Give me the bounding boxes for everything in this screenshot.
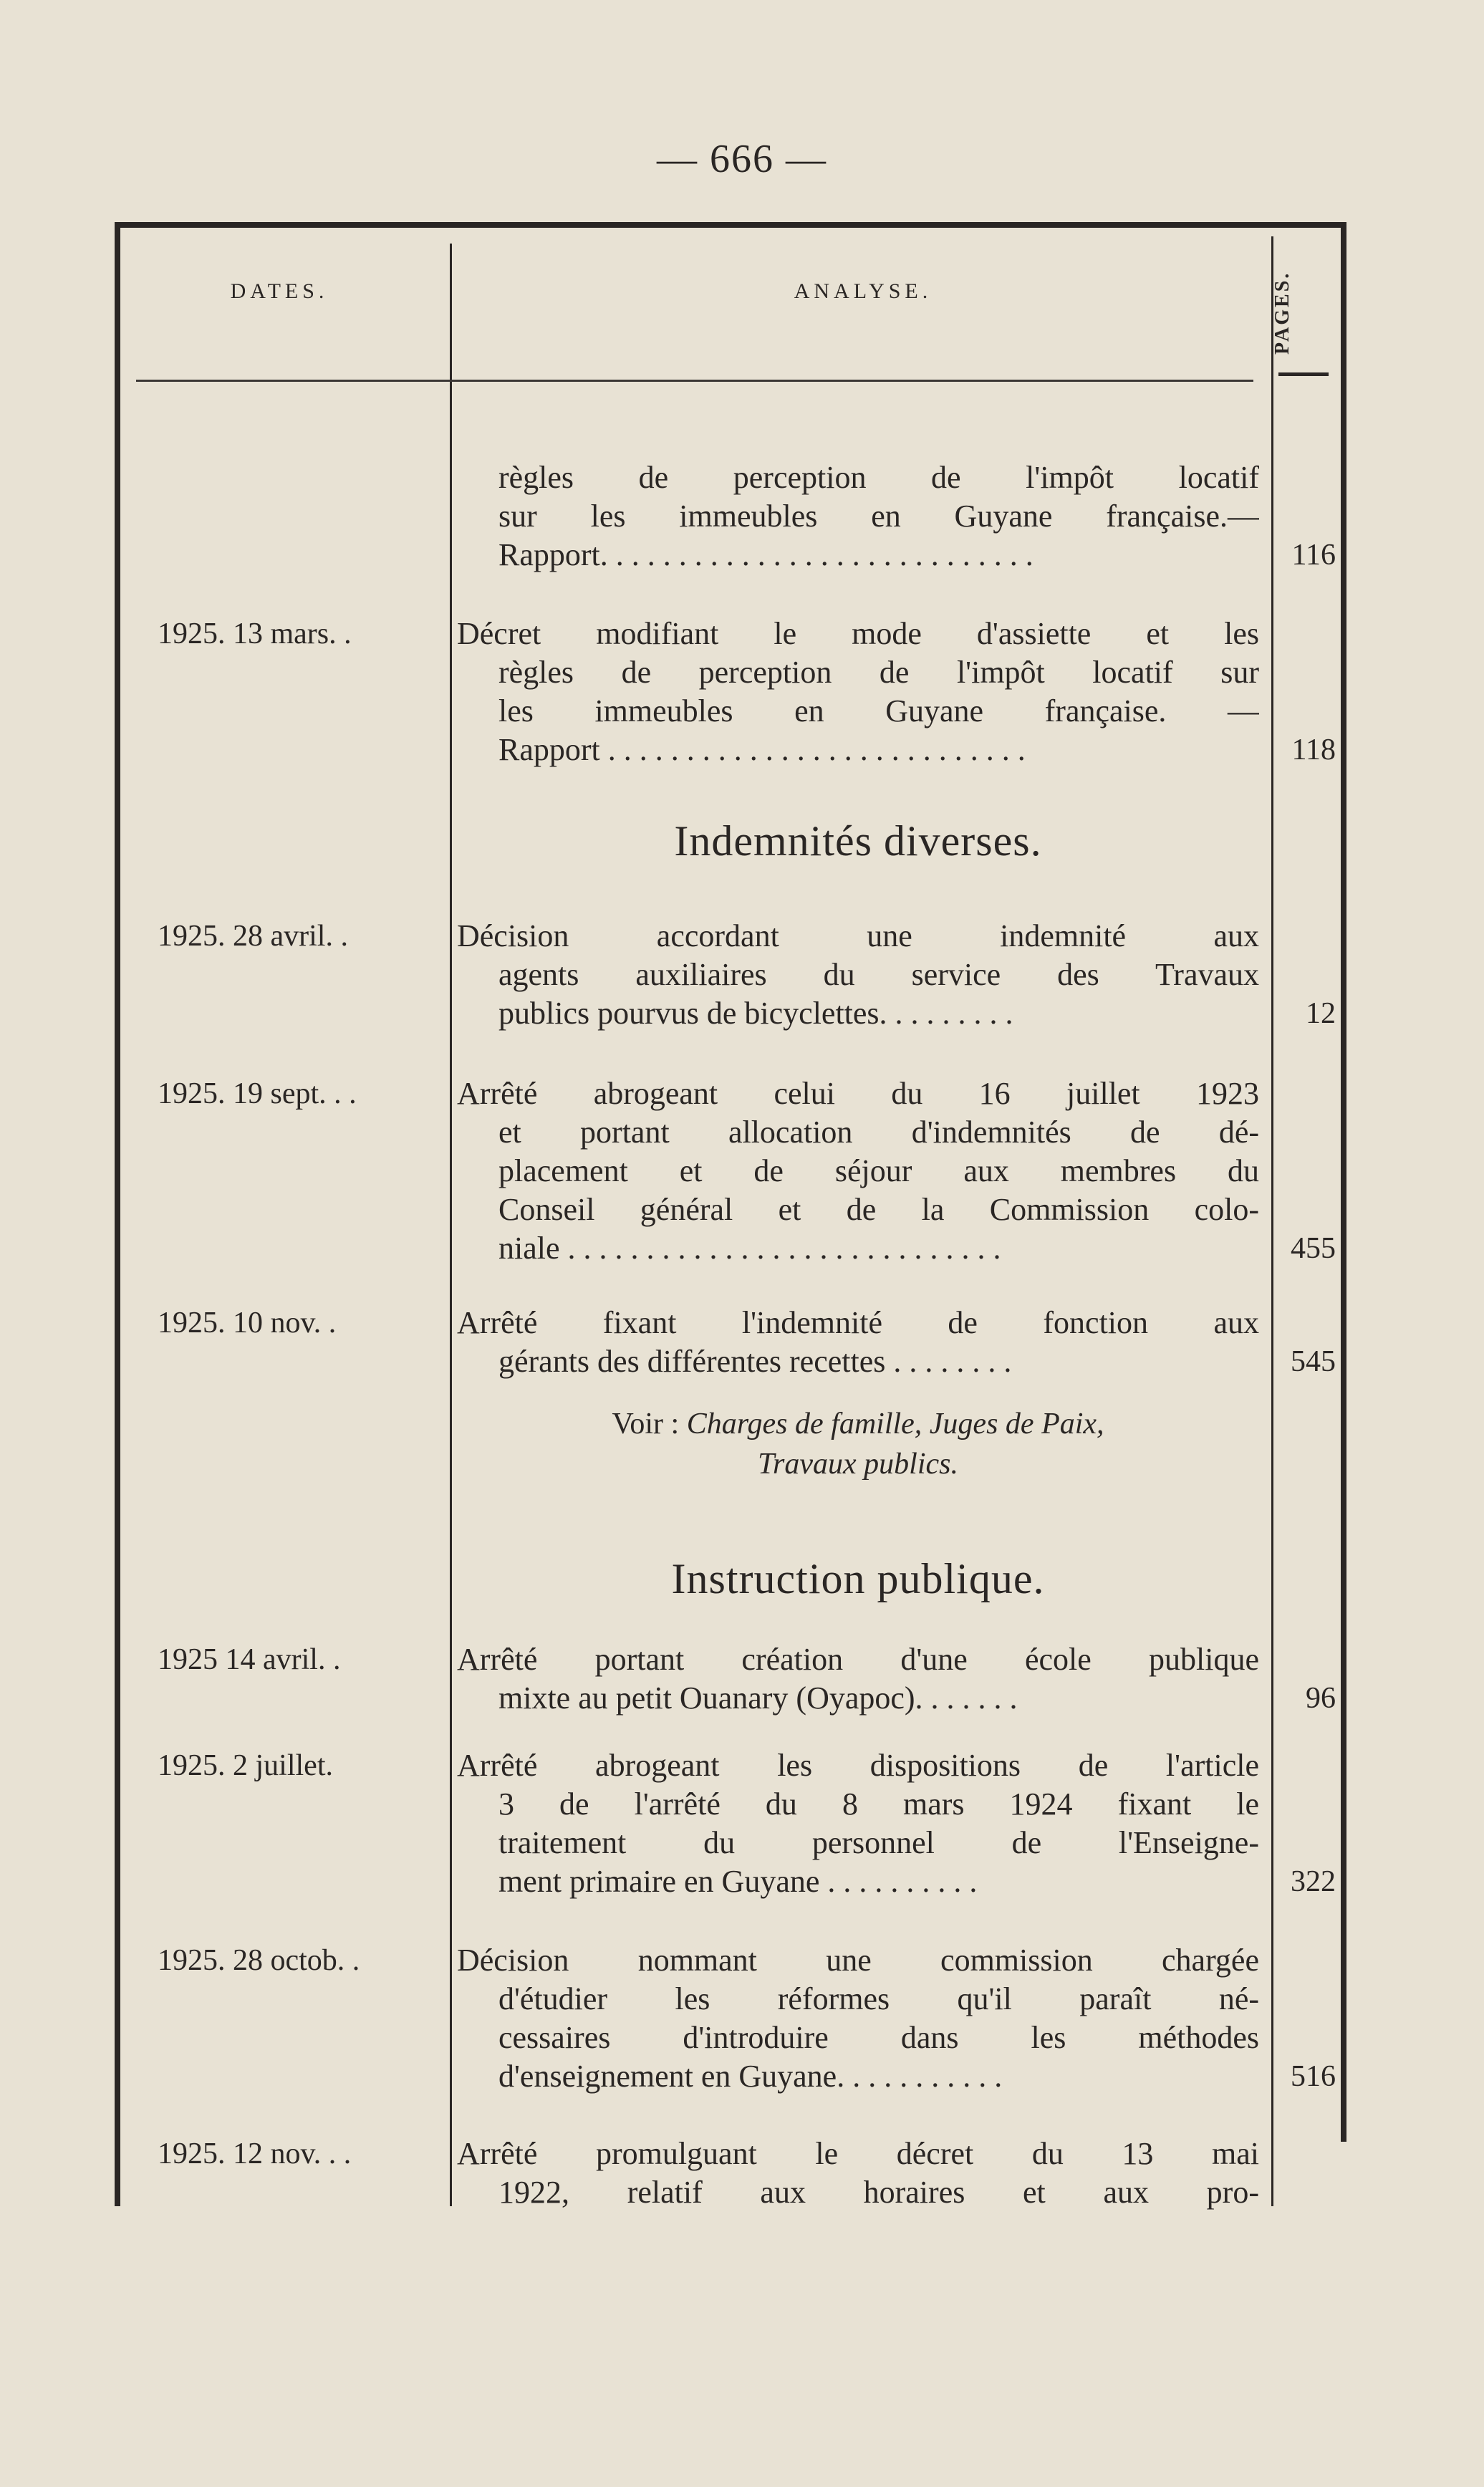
- entry-page: 322: [1291, 1865, 1336, 1898]
- entry-analyse: [457, 1746, 1259, 1901]
- analyse-line: sur les immeubles en Guyane française.—: [498, 499, 1259, 534]
- analyse-line: et portant allocation d'indemnités de dé-: [498, 1115, 1259, 1150]
- header-pages: PAGES.: [1271, 271, 1293, 355]
- analyse-line: règles de perception de l'impôt locatif: [498, 460, 1259, 495]
- entry-page: 118: [1291, 733, 1336, 766]
- analyse-line: agents auxiliaires du service des Travaux: [498, 957, 1259, 992]
- analyse-line: d'étudier les réformes qu'il paraît né-: [498, 1981, 1259, 2016]
- analyse-line: publics pourvus de bicyclettes. . . . . . . . .: [498, 996, 1013, 1031]
- entry-date: 1925. 28 octob. .: [158, 1944, 360, 1977]
- analyse-line: traitement du personnel de l'Enseigne-: [498, 1825, 1259, 1860]
- entry-date: 1925. 19 sept. . .: [158, 1077, 357, 1110]
- dates-column-divider: [450, 244, 452, 2206]
- analyse-line: Décision accordant une indemnité aux: [457, 918, 1259, 953]
- entry-analyse: [457, 1640, 1259, 1718]
- analyse-line: Arrêté abrogeant les dispositions de l'article: [457, 1748, 1259, 1783]
- entry-page: 116: [1291, 539, 1336, 572]
- analyse-line: Arrêté fixant l'indemnité de fonction aux: [457, 1305, 1259, 1340]
- entry-analyse: [457, 458, 1259, 574]
- right-border: [1341, 222, 1346, 2142]
- see-also-prefix: Voir :: [612, 1408, 680, 1440]
- entry-analyse: [457, 1941, 1259, 2096]
- analyse-line: 3 de l'arrêté du 8 mars 1924 fixant le: [498, 1786, 1259, 1822]
- header-analyse: ANALYSE.: [794, 279, 933, 303]
- left-border: [115, 222, 120, 2206]
- analyse-line: règles de perception de l'impôt locatif sur: [498, 655, 1259, 690]
- entry-analyse: [457, 1304, 1259, 1381]
- analyse-line: mixte au petit Ouanary (Oyapoc). . . . . . .: [498, 1680, 1018, 1716]
- entry-date: 1925. 12 nov. . .: [158, 2137, 352, 2170]
- analyse-line: Arrêté abrogeant celui du 16 juillet 1923: [457, 1076, 1259, 1111]
- analyse-line: Décret modifiant le mode d'assiette et les: [457, 616, 1259, 651]
- analyse-line: les immeubles en Guyane française. —: [498, 693, 1259, 728]
- header-dates: DATES.: [230, 279, 329, 303]
- entry-page: 96: [1306, 1682, 1336, 1715]
- analyse-line: Arrêté portant création d'une école publique: [457, 1642, 1259, 1677]
- entry-page: 516: [1291, 2060, 1336, 2093]
- analyse-line: 1922, relatif aux horaires et aux pro-: [498, 2175, 1259, 2210]
- entry-page: 455: [1291, 1232, 1336, 1265]
- see-also-note: [457, 1404, 1259, 1484]
- analyse-line: ment primaire en Guyane . . . . . . . . . .: [498, 1864, 978, 1899]
- entry-analyse: [457, 2135, 1259, 2212]
- analyse-line: placement et de séjour aux membres du: [498, 1153, 1259, 1188]
- section-heading: Instruction publique.: [671, 1555, 1045, 1602]
- entry-analyse: [457, 917, 1259, 1033]
- entry-date: 1925. 13 mars. .: [158, 617, 352, 650]
- see-also-line2: Travaux publics.: [758, 1448, 958, 1481]
- page-number: — 666 —: [657, 137, 827, 181]
- analyse-line: Arrêté promulguant le décret du 13 mai: [457, 2136, 1259, 2171]
- entry-analyse: [457, 1074, 1259, 1268]
- entry-analyse: [457, 615, 1259, 769]
- analyse-line: cessaires d'introduire dans les méthodes: [498, 2020, 1259, 2055]
- header-rule: [136, 380, 1253, 382]
- pages-column-divider: [1271, 236, 1273, 2206]
- entry-date: 1925 14 avril. .: [158, 1643, 341, 1676]
- top-rule: [115, 222, 1346, 228]
- analyse-line: Rapport . . . . . . . . . . . . . . . . . . . . . . . . . . .: [498, 732, 1026, 767]
- analyse-line: Décision nommant une commission chargée: [457, 1943, 1259, 1978]
- analyse-line: Conseil général et de la Commission colo-: [498, 1192, 1259, 1227]
- entry-date: 1925. 10 nov. .: [158, 1307, 337, 1339]
- entry-date: 1925. 28 avril. .: [158, 920, 348, 953]
- index-table: [115, 222, 1346, 2213]
- analyse-line: gérants des différentes recettes . . . . . . . .: [498, 1344, 1012, 1379]
- entry-page: 545: [1291, 1345, 1336, 1378]
- entry-date: 1925. 2 juillet.: [158, 1749, 333, 1782]
- section-heading: Indemnités diverses.: [674, 817, 1042, 865]
- see-also-line1: Charges de famille, Juges de Paix,: [686, 1408, 1104, 1440]
- analyse-line: Rapport. . . . . . . . . . . . . . . . . . . . . . . . . . . .: [498, 537, 1034, 572]
- entry-page: 12: [1306, 997, 1336, 1030]
- analyse-line: d'enseignement en Guyane. . . . . . . . . . .: [498, 2059, 1003, 2094]
- header-rule-pages: [1278, 372, 1329, 376]
- analyse-line: niale . . . . . . . . . . . . . . . . . . . . . . . . . . . .: [498, 1231, 1001, 1266]
